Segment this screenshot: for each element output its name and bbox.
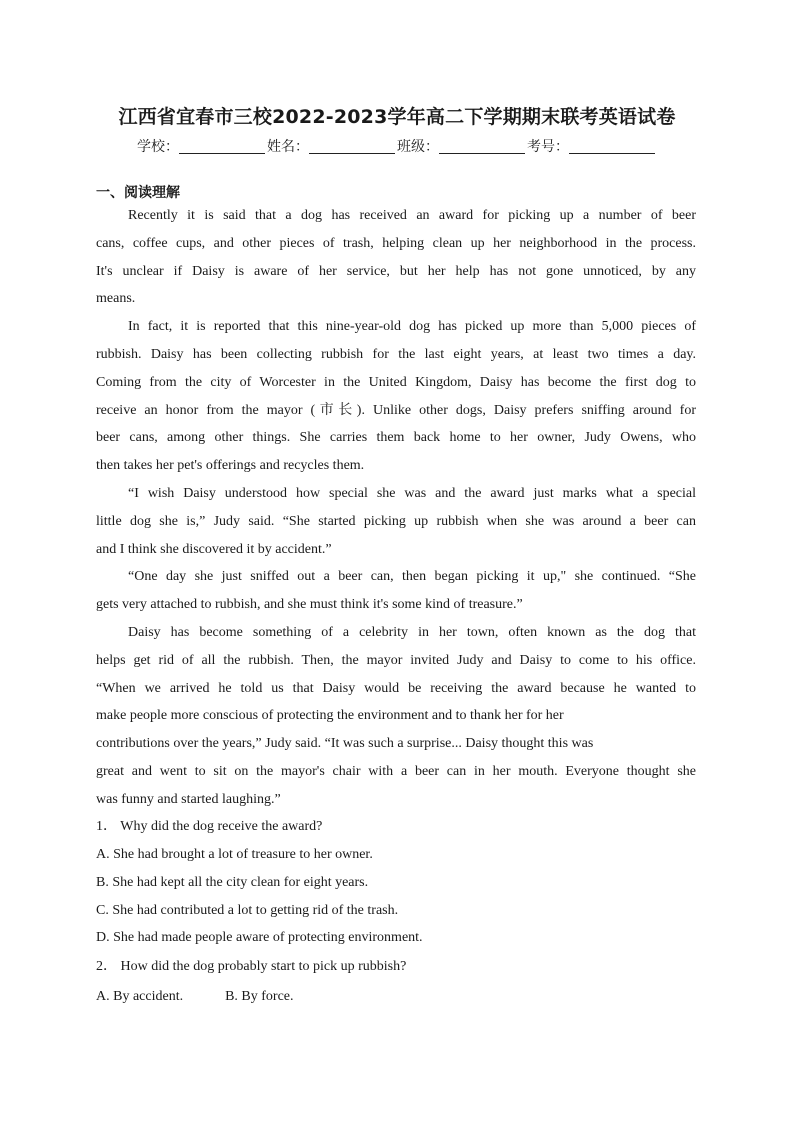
passage-line: Coming from the city of Worcester in the United Kingdom, Daisy has become the first dog to	[96, 374, 696, 390]
name-blank[interactable]	[309, 138, 395, 154]
passage-line: Recently it is said that a dog has received an award for picking up a number of beer	[128, 208, 696, 223]
answer-option[interactable]: D. She had made people aware of protecting environment.	[96, 930, 423, 945]
school-label: 学校：	[137, 139, 179, 155]
passage-line: little dog she is,” Judy said. “She started picking up rubbish when she was around a beer can	[96, 513, 696, 529]
question-stem: 1． Why did the dog receive the award?	[96, 819, 323, 834]
exam-title: 江西省宜春市三校2022-2023学年高二下学期期末联考英语试卷	[118, 106, 676, 128]
class-label: 班级：	[397, 139, 439, 155]
reading-passage	[96, 202, 696, 814]
passage-line: “When we arrived he told us that Daisy would be receiving the award because he wanted to	[96, 680, 696, 696]
passage-line: make people more conscious of protecting the environment and to thank her for her	[96, 708, 564, 724]
passage-line: “I wish Daisy understood how special she was and the award just marks what a special	[128, 485, 696, 501]
answer-option[interactable]: B. By force.	[225, 989, 294, 1004]
passage-line: receive an honor from the mayor (市长). Unlike other dogs, Daisy prefers sniffing around for	[96, 402, 696, 418]
section-heading: 一、阅读理解	[96, 185, 180, 201]
passage-line: gets very attached to rubbish, and she must think it's some kind of treasure.”	[96, 597, 523, 613]
passage-line: beer cans, among other things. She carries them back home to her owner, Judy Owens, who	[96, 430, 696, 446]
passage-line: means.	[96, 291, 136, 307]
passage-line: In fact, it is reported that this nine-year-old dog has picked up more than 5,000 pieces of	[128, 319, 696, 335]
answer-option[interactable]: A. She had brought a lot of treasure to her owner.	[96, 847, 373, 862]
passage-line: rubbish. Daisy has been collecting rubbish for the last eight years, at least two times a day.	[96, 346, 696, 362]
passage-line: contributions over the years,” Judy said. “It was such a surprise... Daisy thought this was	[96, 736, 594, 752]
passage-line: helps get rid of all the rubbish. Then, the mayor invited Judy and Daisy to come to his office.	[96, 652, 696, 668]
answer-options-row	[96, 983, 696, 1011]
passage-line: “One day she just sniffed out a beer can, then began picking it up," she continued. “She	[128, 569, 696, 585]
answer-option[interactable]: C. She had contributed a lot to getting rid of the trash.	[96, 903, 399, 918]
passage-line: was funny and started laughing.”	[96, 791, 281, 807]
class-blank[interactable]	[439, 138, 525, 154]
passage-line: and I think she discovered it by accident.”	[96, 541, 332, 557]
question-stem: 2． How did the dog probably start to pick up rubbish?	[96, 959, 407, 974]
answer-option[interactable]: A. By accident.	[96, 989, 184, 1004]
passage-line: Daisy has become something of a celebrity in her town, often known as the dog that	[128, 624, 696, 640]
school-blank[interactable]	[179, 138, 265, 154]
passage-line: then takes her pet's offerings and recycles them.	[96, 458, 365, 474]
student-info-row	[0, 136, 794, 156]
name-label: 姓名：	[267, 139, 309, 155]
exam-number-blank[interactable]	[569, 138, 655, 154]
passage-line: It's unclear if Daisy is aware of her service, but her help has not gone unnoticed, by any	[96, 263, 696, 279]
passage-line: great and went to sit on the mayor's chair with a beer can in her mouth. Everyone thought she	[96, 763, 696, 779]
exam-number-label: 考号：	[527, 139, 569, 155]
answer-option[interactable]: B. She had kept all the city clean for eight years.	[96, 875, 369, 890]
passage-line: cans, coffee cups, and other pieces of trash, helping clean up her neighborhood in the process.	[96, 235, 696, 251]
